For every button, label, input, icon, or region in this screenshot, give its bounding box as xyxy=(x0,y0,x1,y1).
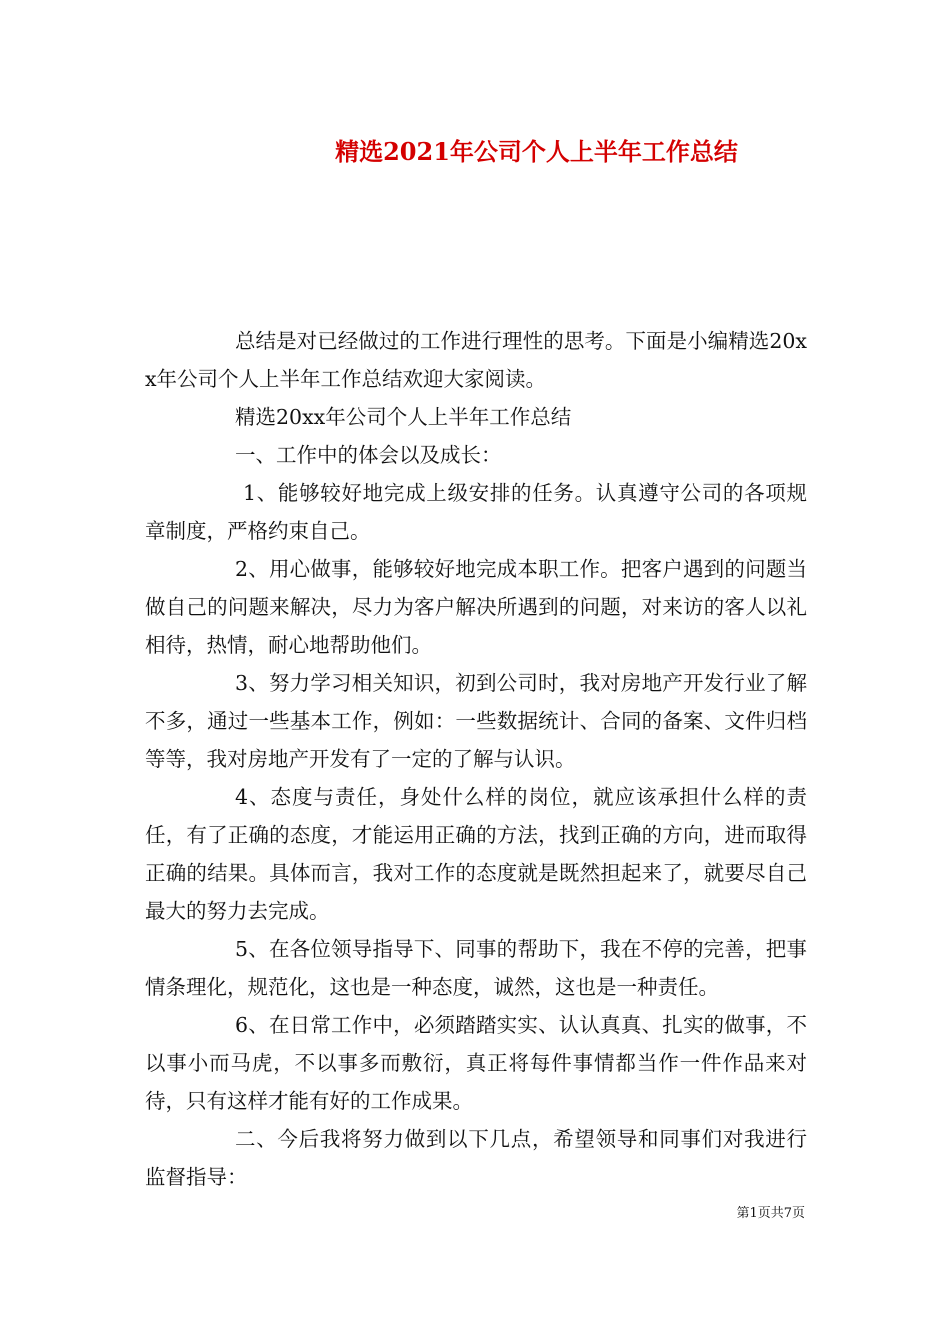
item-paragraph-6: 6、在日常工作中，必须踏踏实实、认认真真、扎实的做事，不以事小而马虎，不以事多而敷衍，真正将每件事情都当作一件作品来对待，只有这样才能有好的工作成果。 xyxy=(145,1013,807,1113)
intro-paragraph: 总结是对已经做过的工作进行理性的思考。下面是小编精选20xx年公司个人上半年工作总结欢迎大家阅读。 xyxy=(145,329,807,391)
section-heading-2: 二、今后我将努力做到以下几点，希望领导和同事们对我进行监督指导： xyxy=(145,1127,807,1189)
document-title xyxy=(0,132,950,172)
section-heading-1: 一、工作中的体会以及成长： xyxy=(235,443,502,467)
item-paragraph-5: 5、在各位领导指导下、同事的帮助下，我在不停的完善，把事情条理化，规范化，这也是一种态度，诚然，这也是一种责任。 xyxy=(145,937,807,999)
subtitle-paragraph: 精选20xx年公司个人上半年工作总结 xyxy=(235,405,572,429)
item-paragraph-3: 3、努力学习相关知识，初到公司时，我对房地产开发行业了解不多，通过一些基本工作，例如：一些数据统计、合同的备案、文件归档等等，我对房地产开发有了一定的了解与认识。 xyxy=(145,671,807,771)
document-title-text: 精选2021年公司个人上半年工作总结 xyxy=(335,137,738,166)
item-paragraph-2: 2、用心做事，能够较好地完成本职工作。把客户遇到的问题当做自己的问题来解决，尽力为客户解决所遇到的问题，对来访的客人以礼相待，热情，耐心地帮助他们。 xyxy=(145,557,807,657)
item-paragraph-1: 1、能够较好地完成上级安排的任务。认真遵守公司的各项规章制度，严格约束自己。 xyxy=(145,481,807,543)
document-body xyxy=(145,322,807,1196)
page-indicator: 第1页共7页 xyxy=(736,1206,805,1221)
item-paragraph-4: 4、态度与责任，身处什么样的岗位，就应该承担什么样的责任，有了正确的态度，才能运用正确的方法，找到正确的方向，进而取得正确的结果。具体而言，我对工作的态度就是既然担起来了，就要尽自己最大的努力去完成。 xyxy=(145,785,807,923)
